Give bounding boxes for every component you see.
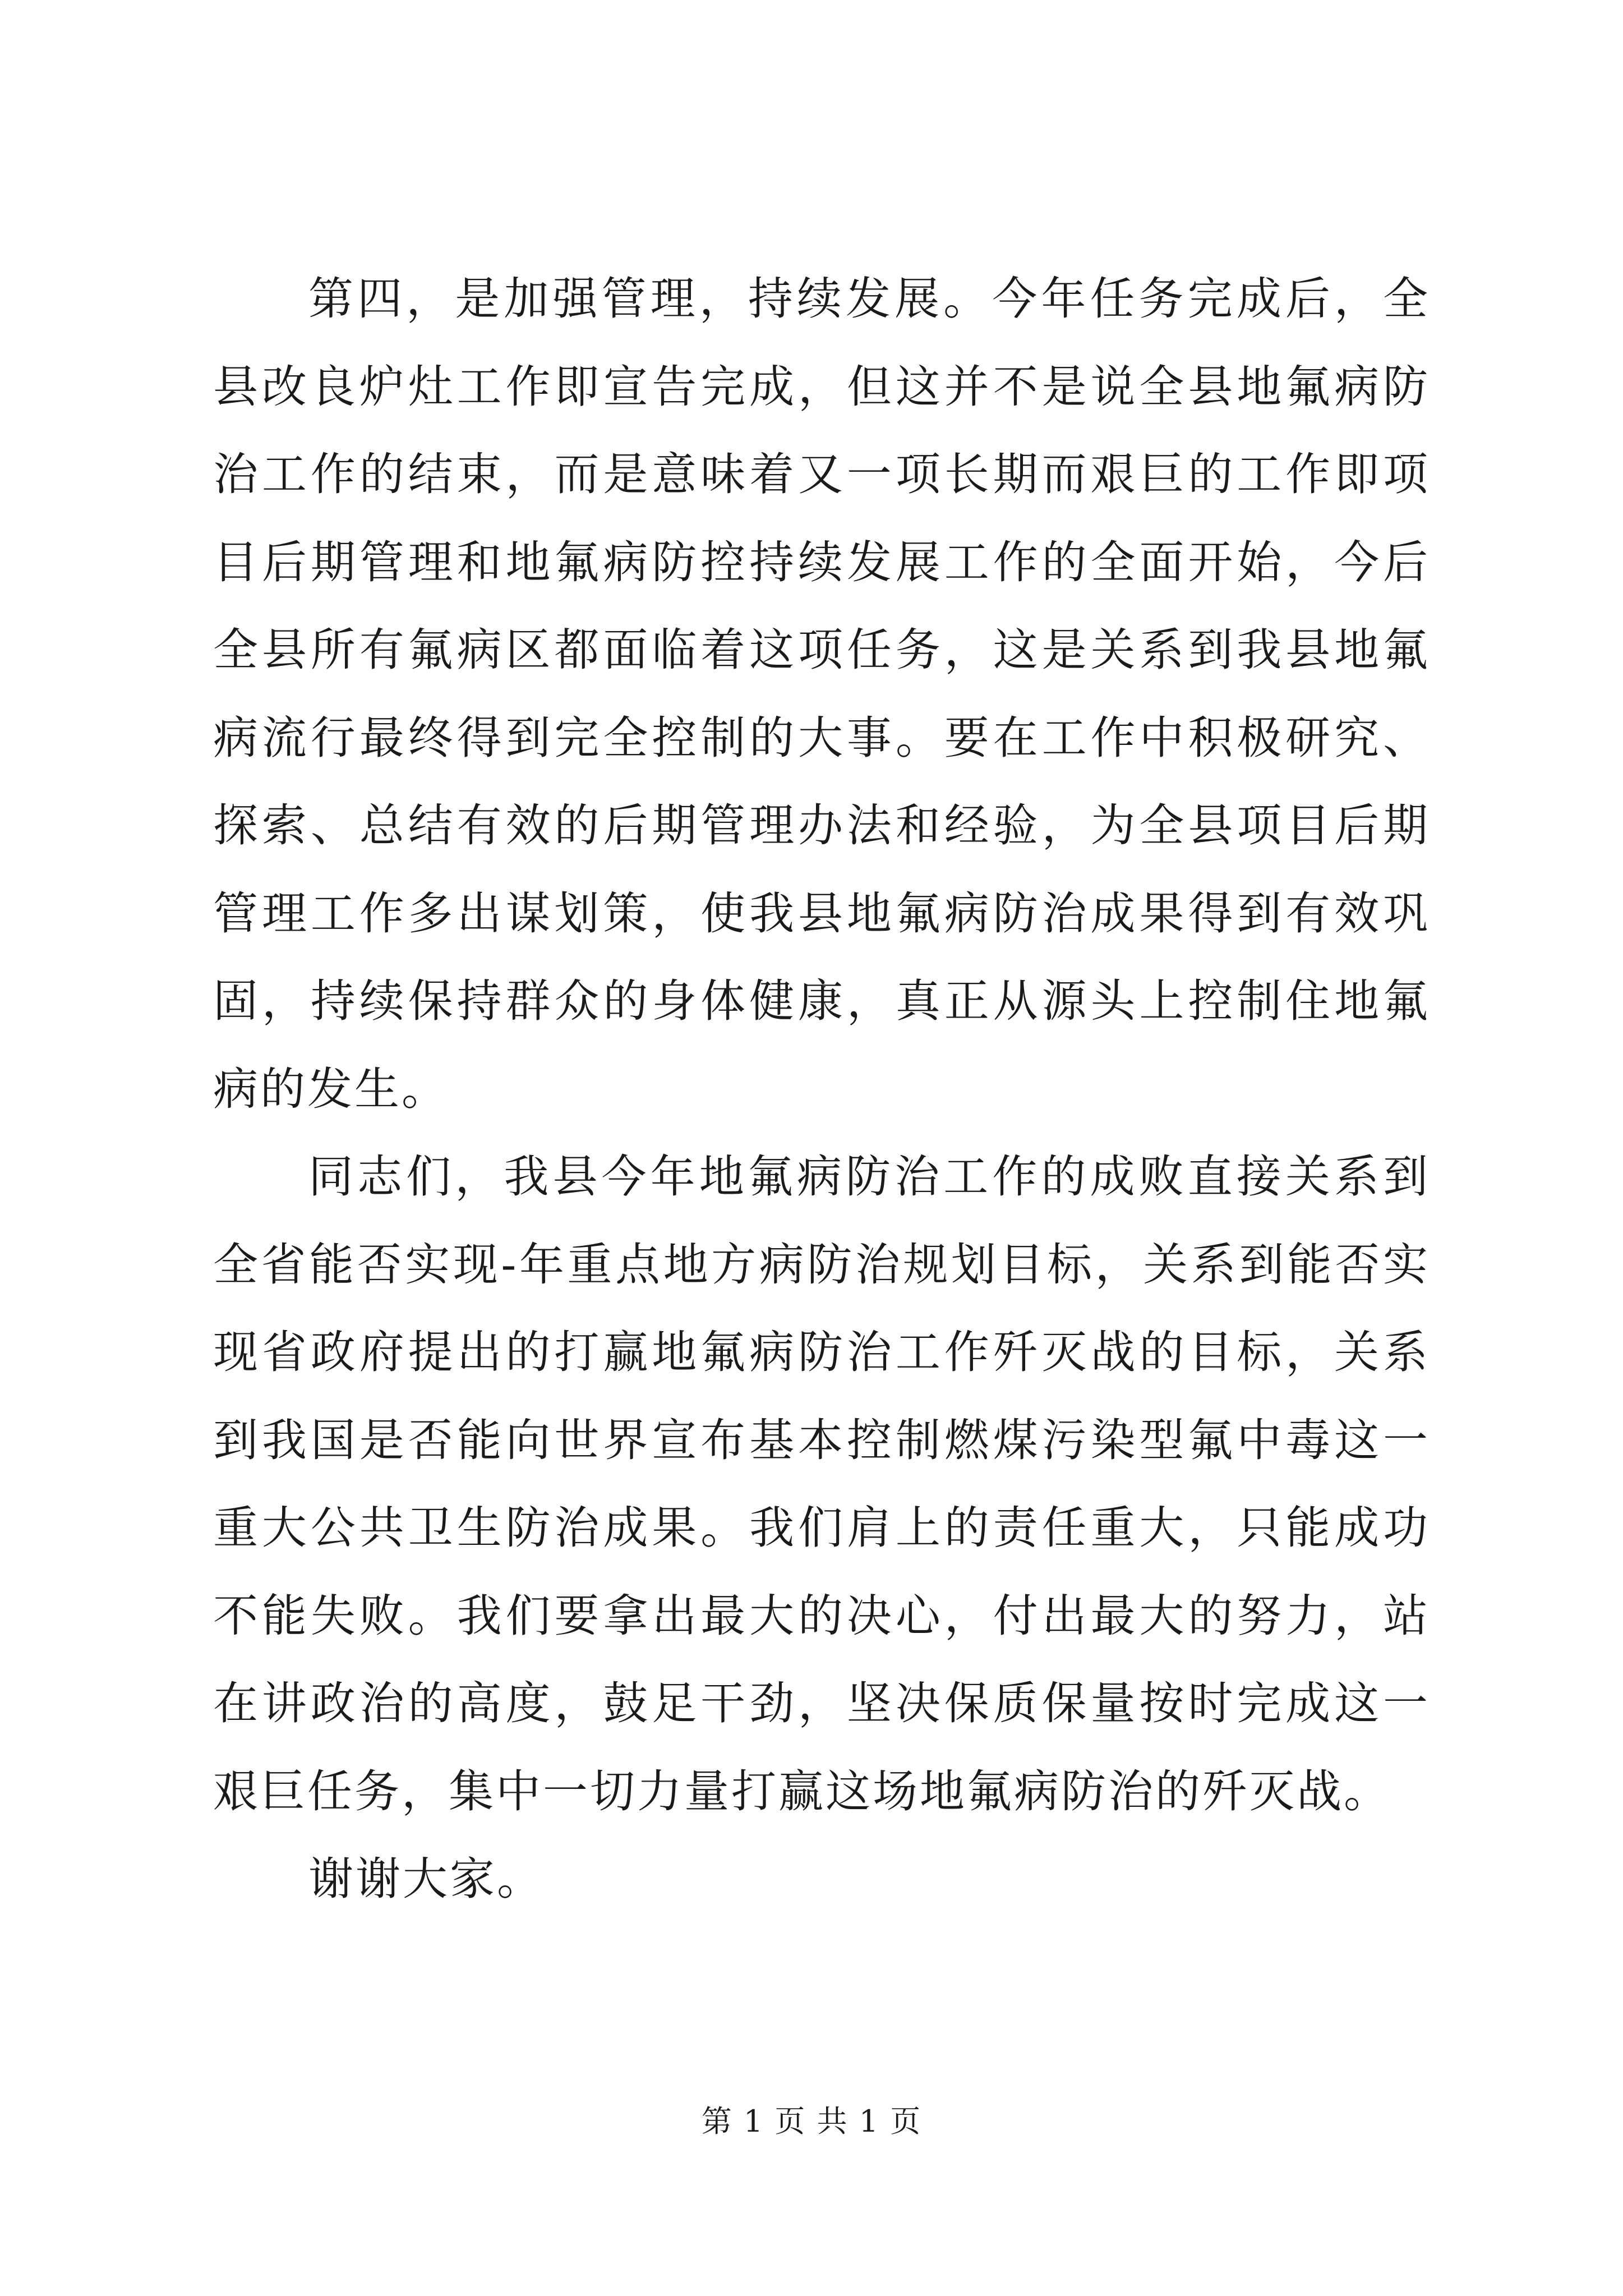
page-number-footer: 第 1 页 共 1 页 — [701, 2104, 922, 2139]
paragraph-3: 谢谢大家。 — [308, 1853, 544, 1905]
paragraph-1: 第四，是加强管理，持续发展。今年任务完成后，全县改良炉灶工作即宣告完成，但这并不是说全县地氟病防治工作的结束，而是意味着又一项长期而艰巨的工作即项目后期管理和地氟病防控持续发展工作的全面开始，今后全县所有氟病区都面临着这项任务，这是关系到我县地氟病流行最终得到完全控制的大事。要在工作中积极研究、探索、总结有效的后期管理办法和经验，为全县项目后期管理工作多出谋划策，使我县地氟病防治成果得到有效巩固，持续保持群众的身体健康，真正从源头上控制住地氟病的发生。 — [213, 273, 1430, 1115]
paragraph-2: 同志们，我县今年地氟病防治工作的成败直接关系到全省能否实现-年重点地方病防治规划目标，关系到能否实现省政府提出的打赢地氟病防治工作歼灭战的目标，关系到我国是否能向世界宣布基本控制燃煤污染型氟中毒这一重大公共卫生防治成果。我们肩上的责任重大，只能成功不能失败。我们要拿出最大的决心，付出最大的努力，站在讲政治的高度，鼓足干劲，坚决保质保量按时完成这一艰巨任务，集中一切力量打赢这场地氟病防治的歼灭战。 — [213, 1151, 1430, 1818]
document-body — [213, 255, 1430, 1924]
